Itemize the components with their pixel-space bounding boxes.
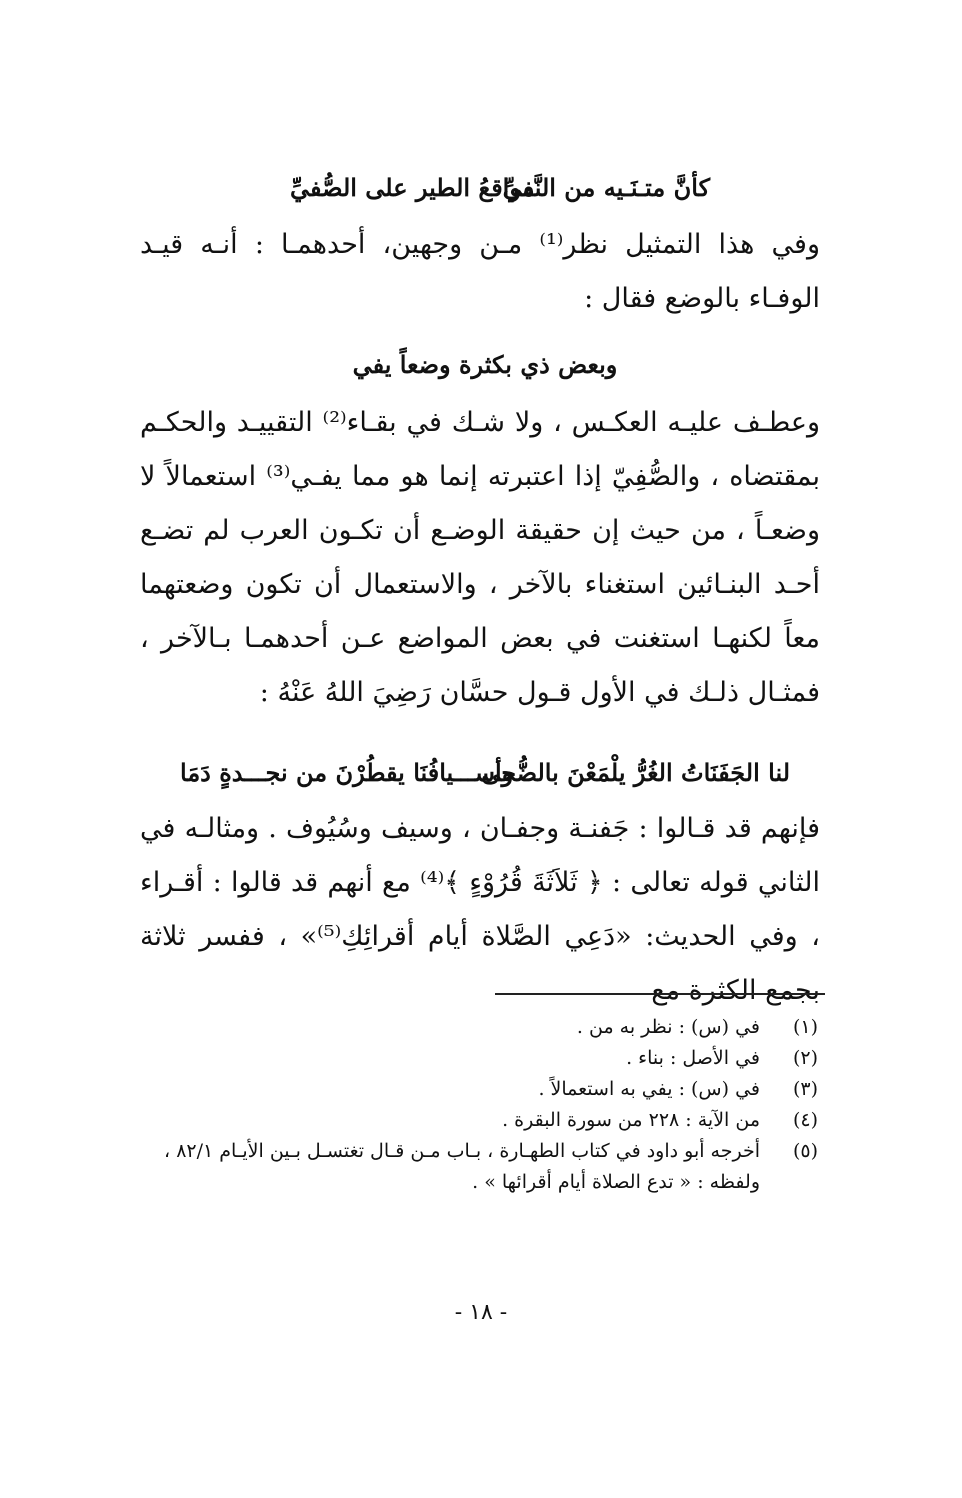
footnote-item [130, 1074, 830, 1105]
paragraph-1: وفي هذا التمثيل نظر⁽¹⁾ مـن وجهين، أحدهمـا : أنـه قيـد الوفـاء بالوضع فقال : [140, 229, 820, 314]
footnote-text: من الآية : ٢٢٨ من سورة البقرة . [502, 1109, 760, 1131]
verse-1-first-hemistich: كأنَّ متـنَـيه من النَّفيِّ [502, 173, 710, 202]
verse-3-first-hemistich: لنا الجَفَنَاتُ الغُرُّ يلْمَعْنَ بالضُّحى [481, 758, 790, 787]
footnote-number: (٤) [792, 1109, 818, 1131]
footnotes [130, 1012, 830, 1198]
footnote-item [130, 1136, 830, 1198]
page-number: - ١٨ - [454, 1300, 508, 1325]
footnote-item [130, 1043, 830, 1074]
footnote-number: (٣) [792, 1078, 818, 1100]
footnote-separator [495, 993, 825, 995]
verse-1 [140, 163, 830, 213]
footnote-text: في (س) : يفي به استعمالاً . [538, 1078, 760, 1100]
footnote-item [130, 1012, 830, 1043]
footnote-text: في (س) : نظر به من . [576, 1016, 760, 1038]
paragraph-2: وعطـف عليـه العكـس ، ولا شـك في بقـاء⁽²⁾ التقييـد والحكـم بمقتضاه ، والصُّفِيّ إذا اعتبرته إنما هو مما يفـي⁽³⁾ استعمالاً لا وضعـاً ، من حيث إن حقيقة الوضـع أن تكـون العرب لم تضـع أحـد البنـائين استغناء بالآخر ، والاستعمال أن تكون وضعتهما معاً لكنهـا استغنت في بعض المواضع عـن أحدهمـا بـالآخر ، فمثـال ذلـك في الأول قـول حسَّان رَضِيَ اللهُ عَنْهُ : [140, 407, 820, 708]
footnote-text: أخرجه أبو داود في كتاب الطهـارة ، بـاب مـن قـال تغتسـل بـين الأيـام ٨٢/١ ، ولفظه : « تدع الصلاة أيام أقرائها » . [164, 1140, 760, 1193]
footnote-text: في الأصل : بناء . [626, 1047, 760, 1069]
verse-3 [140, 748, 830, 798]
verse-3-second-hemistich: وأســـيافُنَا يقطُرْنَ من نجـــدةٍ دَمَا [180, 758, 514, 787]
footnote-number: (٢) [792, 1047, 818, 1069]
footnote-number: (١) [792, 1016, 818, 1038]
verse-1-second-hemistich: مواقعُ الطير على الصُّفيِّ [290, 173, 535, 202]
verse-2: وبعض ذي بكثرة وضعاً يفي [352, 350, 618, 379]
footnote-number: (٥) [792, 1140, 818, 1162]
paragraph-3: فإنهم قد قـالوا : جَفنـة وجفـان ، وسيف وسُيُوف . ومثالـه في الثاني قوله تعالى : ﴿ ثَلاَثَةَ قُرُوْءٍ ﴾⁽⁴⁾ مع أنهم قد قالوا : أقـراء ، وفي الحديث: «دَعِي الصَّلاة أيام أقرائِكِ⁽⁵⁾» ، ففسر ثلاثة بجمع الكثرة مع [140, 813, 820, 1006]
footnote-item [130, 1105, 830, 1136]
